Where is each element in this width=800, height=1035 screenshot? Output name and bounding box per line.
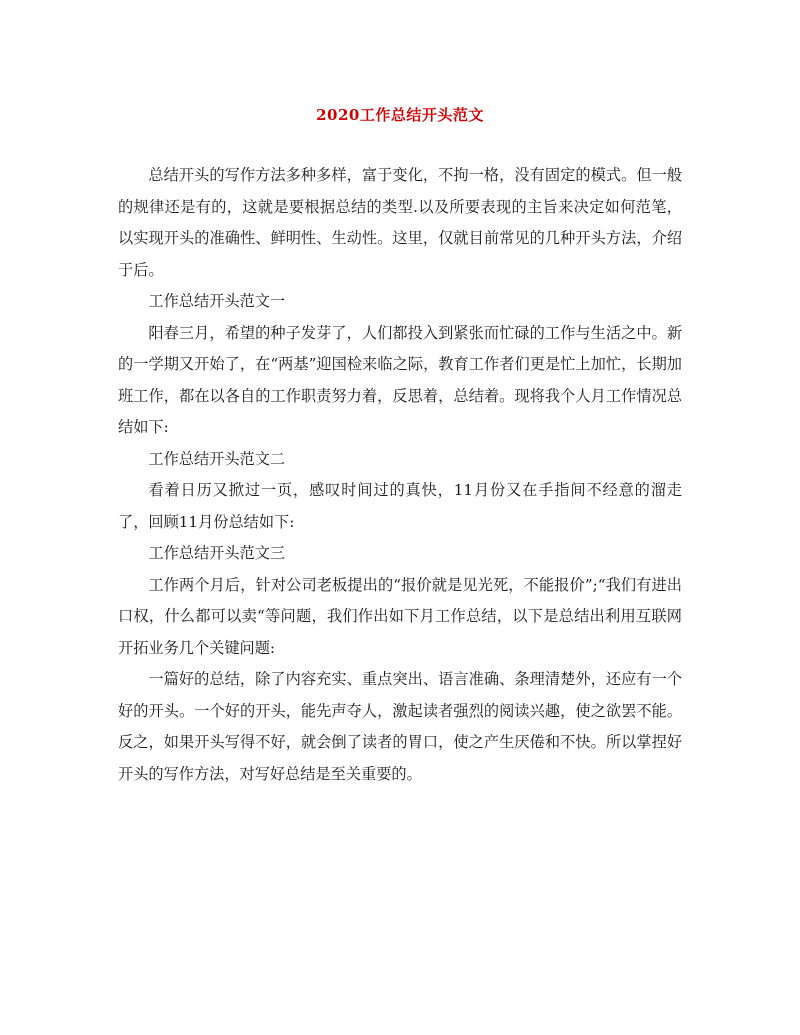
example-paragraph-2: 看着日历又掀过一页，感叹时间过的真快，11月份又在手指间不经意的溜走了，回顾11月份总结如下: xyxy=(118,481,682,531)
intro-paragraph: 总结开头的写作方法多种多样，富于变化，不拘一格，没有固定的模式。但一般的规律还是有的，这就是要根据总结的类型.以及所要表现的主旨来决定如何范笔，以实现开头的准确性、鲜明性、生动性。这里，仅就目前常见的几种开头方法，介绍于后。 xyxy=(118,166,682,279)
section-heading-2: 工作总结开头范文二 xyxy=(148,449,286,468)
section-heading-1: 工作总结开头范文一 xyxy=(148,292,286,310)
section-heading-3: 工作总结开头范文三 xyxy=(148,544,286,562)
document-title: 2020工作总结开头范文 xyxy=(316,106,484,124)
document-body xyxy=(118,160,682,790)
example-paragraph-1: 阳春三月，希望的种子发芽了，人们都投入到紧张而忙碌的工作与生活之中。新的一学期又开始了，在“两基”迎国检来临之际，教育工作者们更是忙上加忙，长期加班工作，都在以各自的工作职责努力着，反思着，总结着。现将我个人月工作情况总结如下: xyxy=(118,323,682,436)
closing-paragraph: 一篇好的总结，除了内容充实、重点突出、语言准确、条理清楚外，还应有一个好的开头。一个好的开头，能先声夺人，激起读者强烈的阅读兴趣，使之欲罢不能。反之，如果开头写得不好，就会倒了读者的胃口，使之产生厌倦和不快。所以掌捏好开头的写作方法，对写好总结是至关重要的。 xyxy=(118,670,682,783)
example-paragraph-3: 工作两个月后，针对公司老板提出的“报价就是见光死，不能报价”;“我们有进出口权，什么都可以卖“等问题，我们作出如下月工作总结，以下是总结出利用互联网开拓业务几个关键问题: xyxy=(118,575,682,657)
